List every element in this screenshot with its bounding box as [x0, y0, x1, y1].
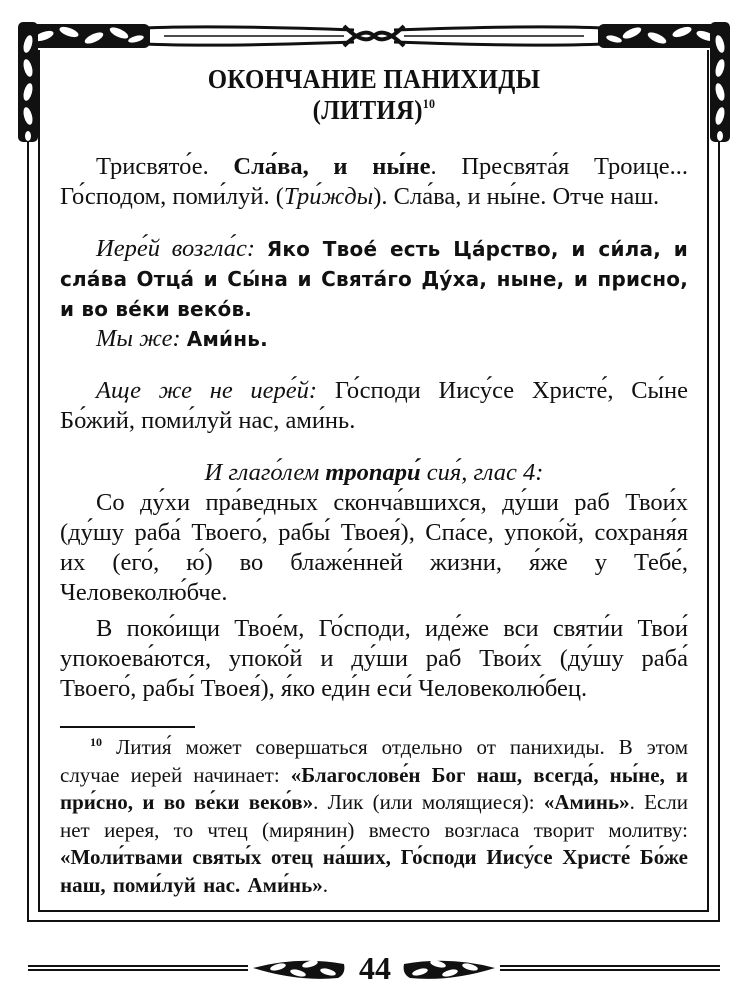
text: Трисвято́е. — [96, 153, 234, 180]
laurel-side-left-icon — [16, 22, 40, 142]
italic-rubric: Три́жды — [283, 183, 374, 210]
bold-text: «Аминь» — [543, 790, 630, 814]
text: ). Сла́ва, и ны́не. Отче наш. — [373, 183, 660, 210]
page-content — [60, 60, 688, 899]
bold-text: Сла́ва, и ны́не — [233, 153, 431, 180]
page-title — [85, 64, 663, 126]
rubric: Аще же не иере́й: — [96, 377, 335, 404]
laurel-ribbon-border-icon — [14, 16, 734, 56]
bold-text: «Моли́твами святы́х отец на́ших, Го́споди Иису́се Христе́ Бо́же наш, поми́луй нас. Ами́нь» — [60, 845, 688, 897]
text: . Пресвята́я Троице... Го́сподом, поми́луй. ( — [60, 153, 688, 210]
paragraph-trisagion — [60, 152, 688, 212]
footer-rule-left — [28, 965, 258, 971]
footnote-divider — [60, 726, 195, 728]
page-number: 44 — [359, 950, 391, 986]
rubric: Мы же: — [96, 325, 187, 352]
text: . — [322, 872, 329, 897]
troparion-2: В поко́ищи Твое́м, Го́споди, иде́же вси святи́и Твои́ упокоева́ются, упоко́й и ду́ши раб Твои́х (ду́шу раба́ Твоего́, рабы́ Твоея́), я́ко еди́н еси́ Человеколю́бец. — [60, 615, 688, 702]
paragraph-priest-exclamation — [60, 234, 688, 324]
title-line-2: (ЛИТИЯ) — [312, 95, 423, 125]
footer-rule-right — [492, 965, 720, 971]
laurel-branch-left-icon — [248, 954, 348, 982]
rubric: Иере́й возгла́с: — [96, 235, 267, 262]
title-footnote-ref[interactable]: 10 — [422, 96, 436, 111]
text: Лития́ может совершаться отдельно от панихиды. В этом случае иерей начинает: — [60, 735, 688, 787]
troparia-heading — [60, 458, 688, 488]
slavonic-text: Яко Твое́ есть Ца́рство, и си́ла, и сла́ва Отца́ и Сы́на и Свята́го Ду́ха, ныне, и присно, и во ве́ки веко́в. — [60, 237, 688, 321]
slavonic-text: Ами́нь. — [186, 327, 268, 351]
paragraph-not-priest — [60, 376, 688, 436]
troparion-1: Со ду́хи пра́ведных сконча́вшихся, ду́ши раб Твои́х (ду́шу раба́ Твоего́, рабы́ Твоея́), Спа́се, упоко́й, сохраня́я их (его́, ю́) во блаже́нней жизни, я́же у Тебе́, Человеколю́бче. — [60, 489, 688, 606]
text: Го́споди Иису́се Христе́, Сы́не Бо́жий, поми́луй нас, ами́нь. — [60, 377, 688, 434]
paragraph-amen — [60, 324, 688, 354]
text: . Лик (или молящиеся): — [313, 790, 544, 814]
rubric: И глаго́лем — [204, 459, 326, 486]
page-footer — [0, 948, 749, 988]
text: . Если нет иерея, то чтец (мирянин) вместо возгласа творит молитву: — [60, 790, 689, 842]
laurel-side-right-icon — [708, 22, 732, 142]
rubric-bold: тропари́ — [325, 459, 421, 486]
bold-text: «Благослове́н Бог наш, всегда́, ны́не, и при́сно, и во ве́ки веко́в» — [60, 762, 689, 814]
laurel-branch-right-icon — [400, 954, 500, 982]
rubric: сия́, глас 4: — [420, 459, 544, 486]
footnote-10 — [60, 734, 688, 899]
title-line-1: ОКОНЧАНИЕ ПАНИХИДЫ — [207, 64, 541, 94]
footnote-number: 10 — [90, 735, 102, 749]
